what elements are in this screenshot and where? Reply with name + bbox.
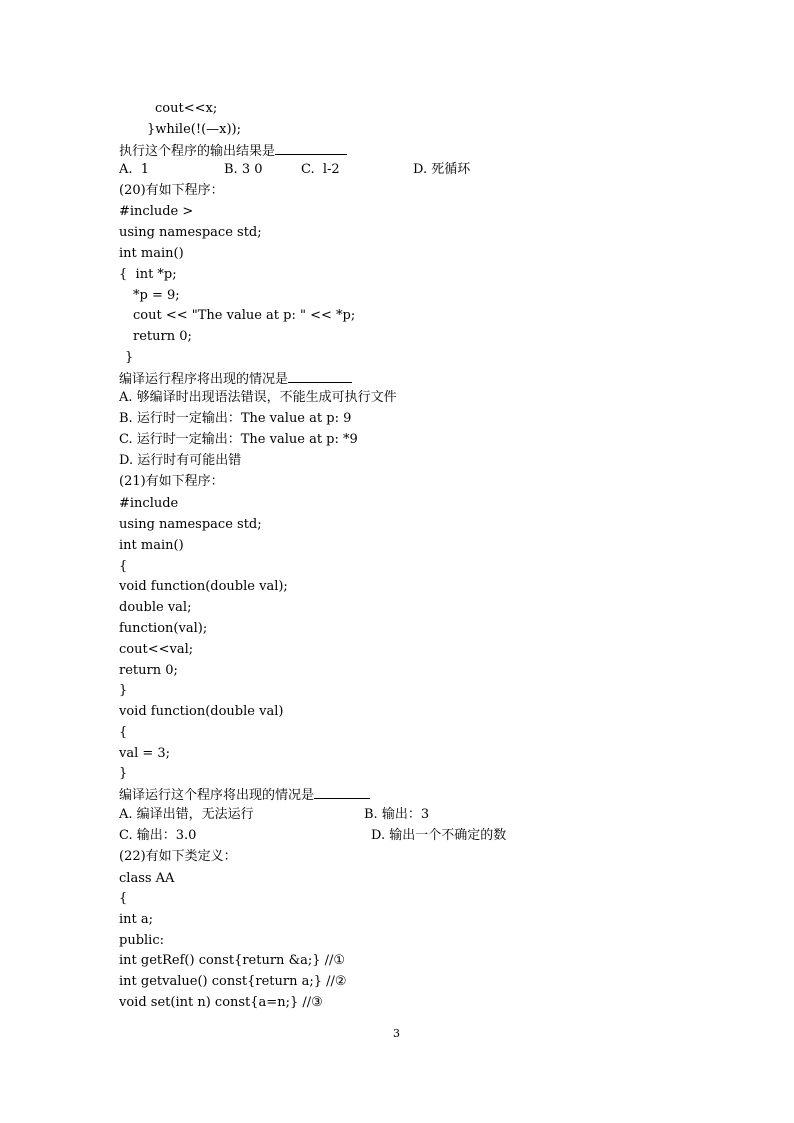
question-heading: (21)有如下程序： (119, 474, 224, 489)
option-d: D. 死循环 (413, 162, 471, 177)
code-line: { (119, 559, 128, 574)
code-line: using namespace std; (119, 517, 262, 532)
code-line: return 0; (133, 329, 192, 344)
code-line: int a; (119, 912, 154, 927)
code-line: #include > (119, 204, 194, 219)
code-line: { (119, 725, 128, 740)
code-line: } (119, 766, 128, 781)
prompt-text: 编译运行这个程序将出现的情况是 (119, 788, 315, 803)
option-a: A. 1 (119, 162, 150, 177)
code-line: int main() (119, 246, 184, 261)
code-line: class AA (119, 871, 175, 886)
option-b: B. 输出：3 (364, 807, 430, 822)
question-prompt (119, 140, 347, 160)
answer-blank (288, 368, 352, 383)
code-line: void set(int n) const{a=n;} //③ (119, 995, 323, 1010)
answer-blank (314, 784, 370, 799)
prompt-text: 编译运行程序将出现的情况是 (119, 372, 289, 387)
question-heading: (22)有如下类定义： (119, 849, 237, 864)
question-prompt (119, 368, 352, 388)
code-line: double val; (119, 600, 192, 615)
option-a: A. 编译出错，无法运行 (119, 807, 254, 822)
code-line: int getRef() const{return &a;} //① (119, 953, 346, 968)
option-d: D. 运行时有可能出错 (119, 453, 242, 468)
code-line: int main() (119, 538, 184, 553)
answer-blank (275, 140, 347, 155)
code-line: } (125, 350, 134, 365)
code-line: public: (119, 933, 164, 948)
option-b: B. 运行时一定输出：The value at p: 9 (119, 411, 352, 426)
option-a: A. 够编译时出现语法错误，不能生成可执行文件 (119, 390, 397, 405)
code-line: void function(double val); (119, 579, 288, 594)
option-b: B. 3 0 (224, 162, 263, 177)
question-heading: (20)有如下程序： (119, 183, 224, 198)
prompt-text: 执行这个程序的输出结果是 (119, 144, 276, 159)
code-line: #include (119, 496, 179, 511)
option-c: C. 运行时一定输出：The value at p: *9 (119, 432, 358, 447)
code-line: using namespace std; (119, 225, 262, 240)
code-line: cout << "The value at p: " << *p; (133, 308, 356, 323)
option-d: D. 输出一个不确定的数 (371, 828, 507, 843)
option-c: C. l-2 (301, 162, 340, 177)
code-line: *p = 9; (133, 288, 180, 303)
page-number: 3 (393, 1027, 400, 1040)
code-line: } (119, 683, 128, 698)
code-line: int getvalue() const{return a;} //② (119, 974, 347, 989)
code-line: cout<<val; (119, 642, 194, 657)
option-c: C. 输出：3.0 (119, 828, 197, 843)
code-line: { (119, 891, 128, 906)
code-line: { int *p; (119, 267, 177, 282)
code-line: cout<<x; (155, 101, 218, 116)
code-line: void function(double val) (119, 704, 284, 719)
code-line: val = 3; (119, 746, 171, 761)
code-line: function(val); (119, 621, 208, 636)
code-line: }while(!(—x)); (147, 122, 242, 137)
code-line: return 0; (119, 663, 178, 678)
question-prompt (119, 784, 370, 804)
